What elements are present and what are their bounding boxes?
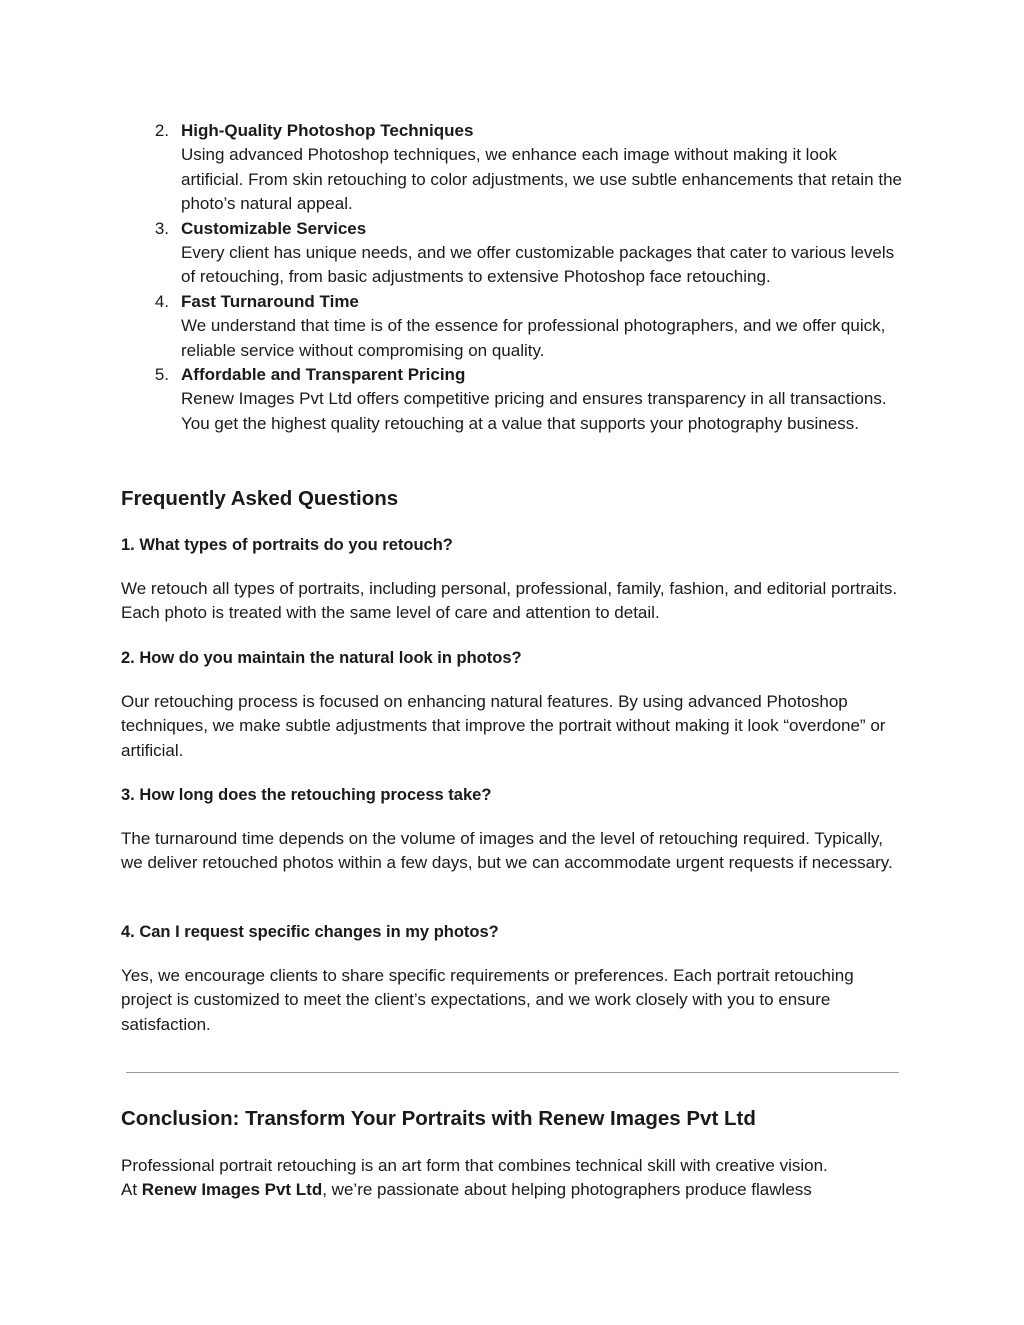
document-page [121, 119, 903, 1200]
faq-answer-1: We retouch all types of portraits, including personal, professional, family, fashion, and editorial portraits. Each photo is treated with the same level of care and attention to detail. [121, 579, 898, 623]
conclusion-suffix: , we’re passionate about helping photographers produce flawless [322, 1180, 812, 1200]
faq-answer-2: Our retouching process is focused on enhancing natural features. By using advanced Photoshop techniques, we make subtle adjustments that improve the portrait without making it look “overdone” or artificial. [121, 692, 886, 760]
list-item-title: High-Quality Photoshop Techniques [181, 121, 474, 140]
list-number: 4. [154, 291, 169, 311]
faq-question-3: 3. How long does the retouching process take? [121, 786, 492, 804]
conclusion-prefix: At [121, 1180, 142, 1200]
faq-answer-3: The turnaround time depends on the volume of images and the level of retouching required. Typically, we deliver retouched photos within a few days, but we can accommodate urgent requests if necessary. [121, 829, 893, 873]
list-item-body: Using advanced Photoshop techniques, we enhance each image without making it look artificial. From skin retouching to color adjustments, we use subtle enhancements that retain the photo’s natural appeal. [181, 145, 902, 214]
list-item-title: Fast Turnaround Time [181, 291, 359, 311]
list-number: 5. [154, 365, 169, 385]
list-item [121, 217, 903, 290]
company-name: Renew Images Pvt Ltd [141, 1180, 323, 1200]
faq-question-4: 4. Can I request specific changes in my photos? [121, 923, 499, 941]
faq-question-2: 2. How do you maintain the natural look in photos? [121, 649, 522, 667]
benefits-list [121, 119, 903, 436]
faq-answer-4: Yes, we encourage clients to share specific requirements or preferences. Each portrait retouching project is customized to meet the client’s expectations, and we work closely with you to ensure satisfaction. [121, 966, 854, 1034]
list-number: 3. [154, 218, 169, 238]
list-item [121, 363, 903, 436]
list-item-body: We understand that time is of the essence for professional photographers, and we offer quick, reliable service without compromising on quality. [181, 316, 886, 360]
list-item [121, 290, 903, 363]
list-item [121, 119, 903, 217]
list-item-body: Renew Images Pvt Ltd offers competitive pricing and ensures transparency in all transactions. You get the highest quality retouching at a value that supports your photography business. [181, 389, 887, 433]
list-item-title: Affordable and Transparent Pricing [181, 365, 466, 385]
list-item-body: Every client has unique needs, and we offer customizable packages that cater to various levels of retouching, from basic adjustments to extensive Photoshop face retouching. [181, 243, 895, 287]
faq-question-1: 1. What types of portraits do you retouch? [121, 536, 453, 554]
faq-heading: Frequently Asked Questions [121, 487, 399, 510]
list-item-title: Customizable Services [181, 218, 367, 238]
list-number: 2. [154, 121, 169, 140]
conclusion-heading: Conclusion: Transform Your Portraits with Renew Images Pvt Ltd [121, 1107, 756, 1130]
conclusion-paragraph [121, 1154, 903, 1203]
horizontal-rule [126, 1072, 899, 1073]
conclusion-line-1: Professional portrait retouching is an art form that combines technical skill with creative vision. [121, 1156, 828, 1175]
